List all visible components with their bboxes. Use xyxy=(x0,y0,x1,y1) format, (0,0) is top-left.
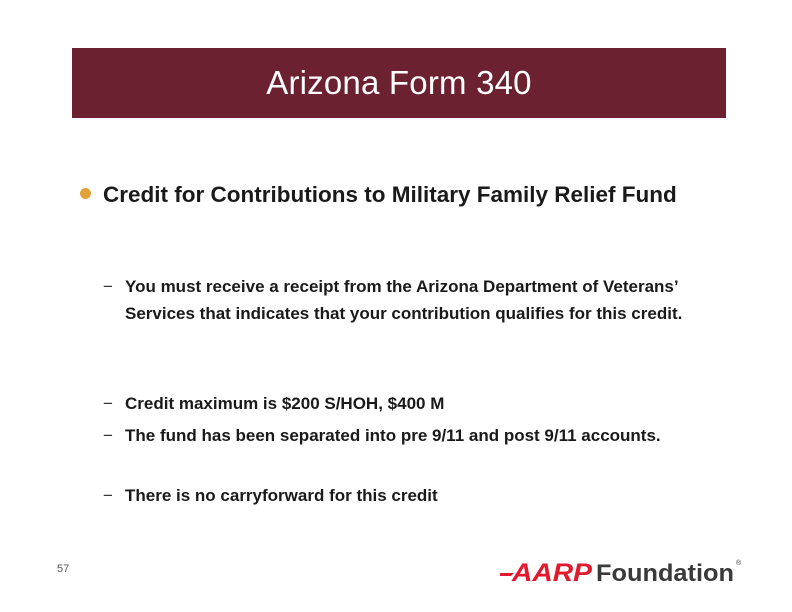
registered-mark: ® xyxy=(736,560,742,567)
sub-bullet-text: The fund has been separated into pre 9/11 and post 9/11 accounts. xyxy=(125,426,661,445)
sub-bullet-text: Credit maximum is $200 S/HOH, $400 M xyxy=(125,394,445,413)
page-number: 57 xyxy=(57,563,70,575)
bullet-dot-icon xyxy=(80,188,91,199)
dash-icon: − xyxy=(103,426,113,445)
title-banner xyxy=(72,48,726,118)
dash-icon: − xyxy=(103,277,113,296)
aarp-wordmark: AARP xyxy=(510,559,593,587)
sub-bullet-maximum xyxy=(103,391,723,418)
aarp-foundation-logo xyxy=(500,555,744,591)
dash-icon: − xyxy=(103,394,113,413)
sub-bullet-fund-accounts xyxy=(103,423,723,450)
slide-title: Arizona Form 340 xyxy=(266,64,532,101)
sub-bullet-carryforward xyxy=(103,483,723,510)
sub-bullet-text: There is no carryforward for this credit xyxy=(125,486,438,505)
main-bullet-text: Credit for Contributions to Military Family Relief Fund xyxy=(103,182,677,207)
sub-bullet-receipt xyxy=(103,274,723,327)
foundation-wordmark: Foundation xyxy=(596,560,734,587)
sub-bullet-text: You must receive a receipt from the Arizona Department of Veterans’ Services that indicates that your contribution qualifies for this credit. xyxy=(125,277,683,323)
dash-icon: − xyxy=(103,486,113,505)
